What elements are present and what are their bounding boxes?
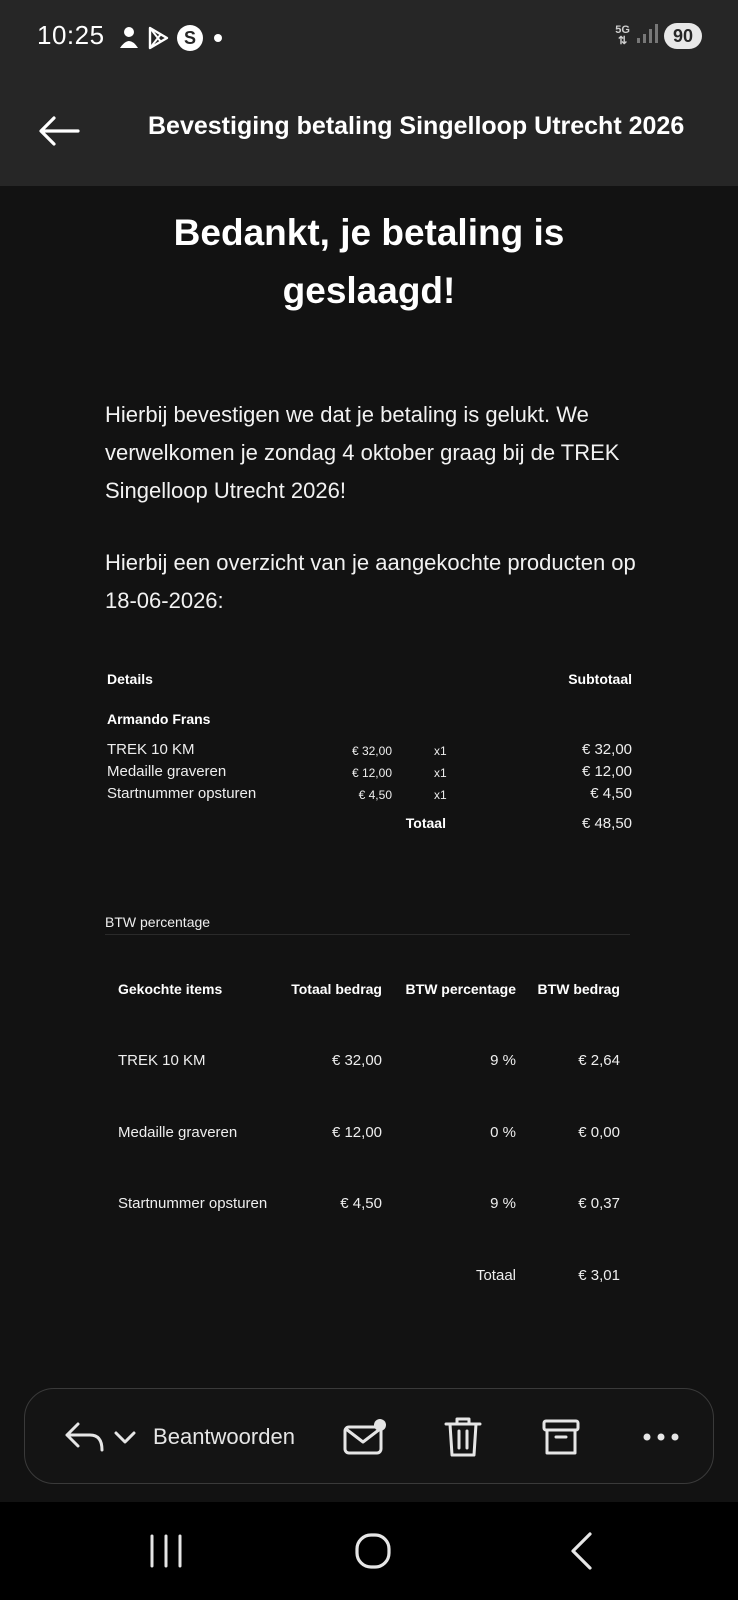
vat-item-amount: € 0,00 — [578, 1124, 620, 1141]
item-price: € 4,50 — [358, 788, 392, 802]
vat-total-label: Totaal — [475, 1267, 516, 1284]
data-arrows-icon: ⇅ — [618, 34, 628, 47]
item-name: Startnummer opsturen — [107, 785, 257, 802]
vat-item-total: € 4,50 — [340, 1195, 382, 1212]
item-price: € 32,00 — [351, 744, 392, 758]
recent-apps-button[interactable] — [136, 1526, 196, 1576]
message-paragraph-1: Hierbij bevestigen we dat je betaling is gelukt. We verwelkomen je zondag 4 oktober graag bij de TREK Singelloop Utrecht 2026! — [105, 402, 620, 503]
recent-apps-icon — [148, 1534, 184, 1568]
system-icons — [615, 22, 702, 49]
reply-icon — [64, 1420, 106, 1454]
item-name: TREK 10 KM — [107, 741, 195, 758]
vat-total-value: € 3,01 — [578, 1267, 620, 1284]
email-body[interactable] — [0, 186, 738, 1390]
vat-header-total: Totaal bedrag — [291, 981, 382, 997]
message-headline: Bedankt, je betaling is geslaagd! — [173, 212, 565, 311]
battery-indicator: 90 — [664, 23, 702, 49]
reply-button[interactable] — [141, 1389, 307, 1485]
vat-item-percentage: 9 % — [490, 1052, 516, 1069]
network-indicator — [615, 25, 630, 47]
back-arrow-icon — [38, 115, 80, 147]
mark-unread-button[interactable] — [335, 1389, 395, 1485]
svg-text:S: S — [183, 28, 197, 48]
status-bar — [0, 0, 738, 76]
shazam-icon — [176, 24, 204, 57]
more-icon — [641, 1431, 681, 1443]
vat-caption: BTW percentage — [105, 914, 211, 930]
dot-icon — [210, 30, 226, 51]
archive-icon — [541, 1417, 581, 1457]
item-qty: x1 — [434, 788, 447, 802]
network-type: 5G — [615, 23, 630, 36]
item-qty: x1 — [434, 766, 447, 780]
column-header-subtotal: Subtotaal — [568, 671, 632, 687]
vat-header-percentage: BTW percentage — [405, 981, 516, 997]
item-subtotal: € 4,50 — [590, 785, 632, 802]
notification-icons — [118, 24, 226, 57]
home-icon — [353, 1531, 393, 1571]
email-action-bar — [24, 1388, 714, 1484]
divider — [105, 934, 630, 935]
vat-item-percentage: 0 % — [490, 1124, 516, 1141]
order-total-label: Totaal — [405, 815, 446, 831]
message-paragraph-2: Hierbij een overzicht van je aangekochte producten op 18-06-2026: — [105, 550, 636, 613]
app-header — [0, 76, 738, 186]
status-time: 10:25 — [37, 20, 105, 50]
vat-item-name: TREK 10 KM — [118, 1052, 206, 1069]
column-header-details: Details — [107, 671, 153, 687]
vat-item-name: Medaille graveren — [118, 1124, 238, 1141]
vat-item-total: € 12,00 — [331, 1124, 382, 1141]
back-chevron-icon — [566, 1531, 596, 1571]
order-total-value: € 48,50 — [581, 815, 632, 832]
item-qty: x1 — [434, 744, 447, 758]
back-button[interactable] — [34, 106, 84, 156]
vat-item-amount: € 0,37 — [578, 1195, 620, 1212]
email-subject: Bevestiging betaling Singelloop Utrecht 2026 — [148, 112, 685, 140]
home-button[interactable] — [343, 1526, 403, 1576]
system-nav-bar — [0, 1502, 738, 1600]
vat-item-total: € 32,00 — [331, 1052, 382, 1069]
person-icon — [118, 26, 140, 55]
reply-label: Beantwoorden — [153, 1424, 295, 1449]
more-options-button[interactable] — [631, 1389, 691, 1485]
archive-button[interactable] — [531, 1389, 591, 1485]
vat-item-amount: € 2,64 — [578, 1052, 620, 1069]
vat-item-name: Startnummer opsturen — [118, 1195, 268, 1212]
chevron-down-icon — [112, 1427, 138, 1447]
reply-options-button[interactable] — [49, 1389, 153, 1485]
play-store-icon — [146, 26, 170, 55]
item-subtotal: € 12,00 — [581, 763, 632, 780]
signal-icon — [636, 22, 658, 49]
delete-button[interactable] — [433, 1389, 493, 1485]
vat-header-items: Gekochte items — [118, 981, 223, 997]
vat-item-percentage: 9 % — [490, 1195, 516, 1212]
back-nav-button[interactable] — [551, 1526, 611, 1576]
vat-header-amount: BTW bedrag — [537, 981, 620, 997]
trash-icon — [443, 1416, 483, 1458]
customer-name: Armando Frans — [107, 711, 211, 727]
item-price: € 12,00 — [351, 766, 392, 780]
item-name: Medaille graveren — [107, 763, 227, 780]
mail-unread-icon — [342, 1417, 388, 1457]
item-subtotal: € 32,00 — [581, 741, 632, 758]
